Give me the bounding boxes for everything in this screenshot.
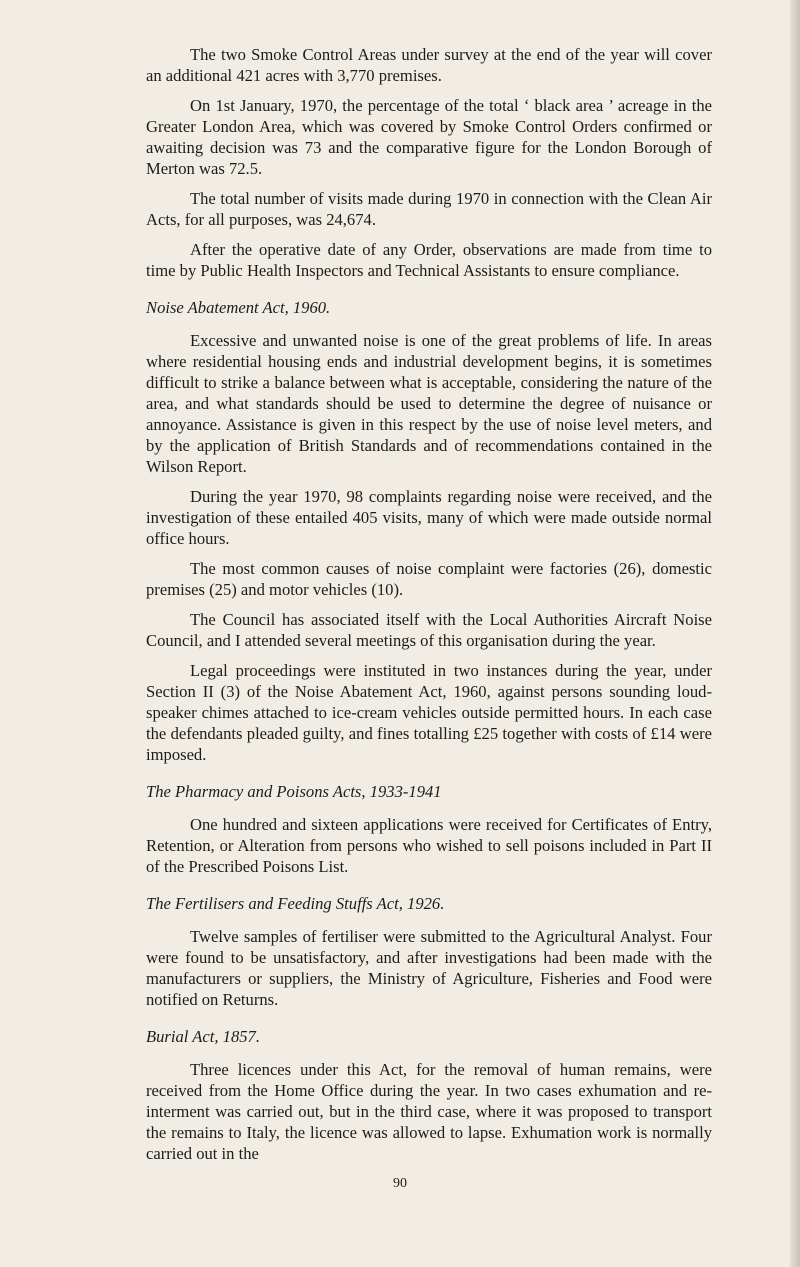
paragraph-fertiliser-samples: Twelve samples of fertiliser were submitted to the Agricultural Analyst. Four were found to be unsatisfactory, and after investigations had been made with the manufacturers or suppliers, the Ministry of Agriculture, Fisheries and Food were notified on Returns. <box>146 927 712 1009</box>
paragraph-noise-problem: Excessive and unwanted noise is one of the great problems of life. In areas where residential housing ends and industrial development begins, it is sometimes difficult to strike a balance between what is acceptable, considering the nature of the area, and what standards should be used to determine the degree of nuisance or annoyance. Assistance is given in this respect by the use of noise level meters, and by the application of British Standards and of recommendations contained in the Wilson Report. <box>146 331 712 476</box>
document-page <box>146 44 712 1173</box>
heading-fertilisers: The Fertilisers and Feeding Stuffs Act, 1926. <box>146 894 445 913</box>
paragraph-poisons-applications: One hundred and sixteen applications were received for Certificates of Entry, Retention, or Alteration from persons who wished to sell poisons included in Part II of the Prescribed Poisons List. <box>146 815 712 876</box>
page-number: 90 <box>393 1176 407 1191</box>
paragraph-clean-air-visits: The total number of visits made during 1970 in connection with the Clean Air Acts, for all purposes, was 24,674. <box>146 189 712 229</box>
heading-burial-act: Burial Act, 1857. <box>146 1027 261 1046</box>
paragraph-legal-proceedings: Legal proceedings were instituted in two instances during the year, under Section II (3) of the Noise Abatement Act, 1960, against persons sounding loud-speaker chimes attached to ice-cream vehicles outside permitted hours. In each case the defendants pleaded guilty, and fines totalling £25 together with costs of £14 were imposed. <box>146 661 712 764</box>
paragraph-aircraft-noise-council: The Council has associated itself with the Local Authorities Aircraft Noise Council, and I attended several meetings of this organisation during the year. <box>146 610 712 650</box>
paragraph-burial-licences: Three licences under this Act, for the removal of human remains, were received from the Home Office during the year. In two cases exhumation and re-interment was carried out, but in the third case, where it was proposed to transport the remains to Italy, the licence was allowed to lapse. Exhumation work is normally carried out in the <box>146 1060 712 1163</box>
paragraph-noise-complaints: During the year 1970, 98 complaints regarding noise were received, and the investigation of these entailed 405 visits, many of which were made outside normal office hours. <box>146 487 712 548</box>
heading-noise-abatement: Noise Abatement Act, 1960. <box>146 298 331 317</box>
paragraph-noise-causes: The most common causes of noise complaint were factories (26), domestic premises (25) and motor vehicles (10). <box>146 559 712 599</box>
paragraph-observations: After the operative date of any Order, observations are made from time to time by Public Health Inspectors and Technical Assistants to ensure compliance. <box>146 240 712 280</box>
paragraph-smoke-control-areas: The two Smoke Control Areas under survey at the end of the year will cover an additional 421 acres with 3,770 premises. <box>146 45 712 85</box>
paragraph-black-area-percentage: On 1st January, 1970, the percentage of the total ‘ black area ’ acreage in the Greater London Area, which was covered by Smoke Control Orders confirmed or awaiting decision was 73 and the comparative figure for the London Borough of Merton was 72.5. <box>146 96 712 178</box>
heading-pharmacy-poisons: The Pharmacy and Poisons Acts, 1933-1941 <box>146 782 442 801</box>
page-edge-shadow <box>790 0 800 1267</box>
